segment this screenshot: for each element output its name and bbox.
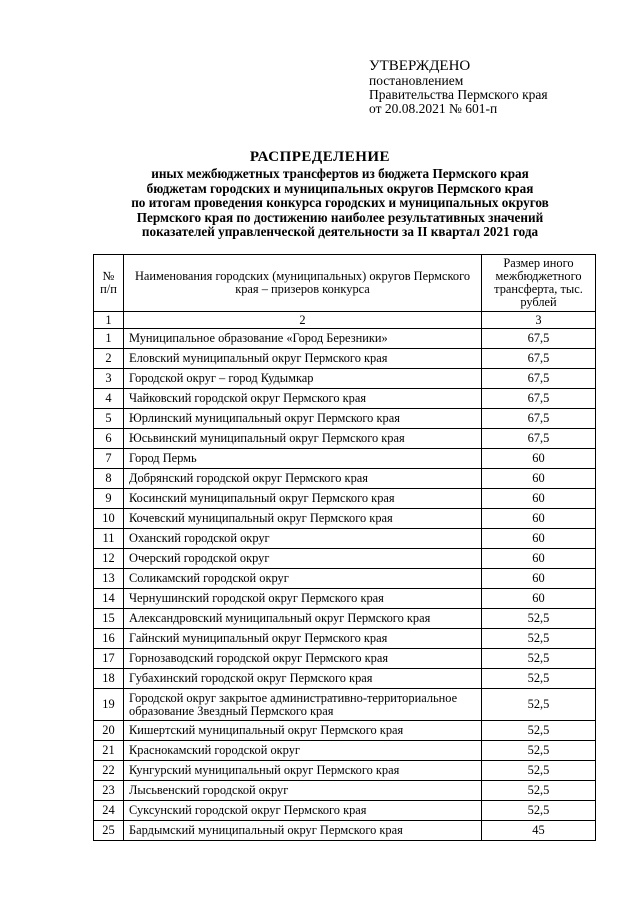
row-name: Добрянский городской округ Пермского края	[124, 469, 482, 489]
row-value: 60	[482, 549, 596, 569]
table-row	[94, 689, 596, 721]
row-name: Юрлинский муниципальный округ Пермского края	[124, 409, 482, 429]
row-value: 52,5	[482, 721, 596, 741]
row-value: 60	[482, 489, 596, 509]
row-value: 67,5	[482, 329, 596, 349]
row-number: 13	[94, 569, 124, 589]
approval-title: УТВЕРЖДЕНО	[369, 58, 471, 74]
table-row	[94, 741, 596, 761]
row-name: Соликамский городской округ	[124, 569, 482, 589]
subtitle-line: по итогам проведения конкурса городских и муниципальных округов	[131, 195, 549, 211]
row-name: Косинский муниципальный округ Пермского края	[124, 489, 482, 509]
approval-stamp	[369, 58, 548, 116]
row-number: 4	[94, 389, 124, 409]
row-number: 10	[94, 509, 124, 529]
row-name: Кишертский муниципальный округ Пермского края	[124, 721, 482, 741]
table-row	[94, 549, 596, 569]
table-row	[94, 329, 596, 349]
table-header-row	[94, 255, 596, 312]
table-row	[94, 761, 596, 781]
row-name: Город Пермь	[124, 449, 482, 469]
row-number: 6	[94, 429, 124, 449]
table-row	[94, 569, 596, 589]
table-row	[94, 529, 596, 549]
header-amount: Размер иного межбюджетного трансферта, тыс. рублей	[482, 255, 596, 312]
row-number: 3	[94, 369, 124, 389]
row-number: 17	[94, 649, 124, 669]
row-number: 12	[94, 549, 124, 569]
table-row	[94, 409, 596, 429]
column-number: 2	[124, 312, 482, 329]
header-name: Наименования городских (муниципальных) округов Пермского края – призеров конкурса	[124, 255, 482, 312]
table-row	[94, 821, 596, 841]
subtitle-line: показателей управленческой деятельности за II квартал 2021 года	[141, 224, 539, 240]
row-number: 11	[94, 529, 124, 549]
row-value: 52,5	[482, 801, 596, 821]
row-name: Краснокамский городской округ	[124, 741, 482, 761]
row-number: 23	[94, 781, 124, 801]
row-value: 45	[482, 821, 596, 841]
row-name: Кочевский муниципальный округ Пермского края	[124, 509, 482, 529]
row-value: 60	[482, 569, 596, 589]
table-row	[94, 449, 596, 469]
row-value: 67,5	[482, 369, 596, 389]
row-name: Еловский муниципальный округ Пермского края	[124, 349, 482, 369]
row-number: 8	[94, 469, 124, 489]
row-value: 52,5	[482, 629, 596, 649]
row-value: 67,5	[482, 389, 596, 409]
table-row	[94, 801, 596, 821]
row-name: Чайковский городской округ Пермского края	[124, 389, 482, 409]
column-number: 1	[94, 312, 124, 329]
row-value: 67,5	[482, 409, 596, 429]
table-row	[94, 509, 596, 529]
distribution-table	[93, 254, 596, 841]
row-name: Лысьвенский городской округ	[124, 781, 482, 801]
row-value: 52,5	[482, 609, 596, 629]
row-number: 15	[94, 609, 124, 629]
subtitle-line: Пермского края по достижению наиболее результативных значений	[136, 209, 544, 225]
row-name: Бардымский муниципальный округ Пермского края	[124, 821, 482, 841]
row-value: 52,5	[482, 669, 596, 689]
row-number: 20	[94, 721, 124, 741]
row-value: 60	[482, 589, 596, 609]
row-name: Суксунский городской округ Пермского края	[124, 801, 482, 821]
table-row	[94, 469, 596, 489]
row-value: 52,5	[482, 741, 596, 761]
row-name: Губахинский городской округ Пермского края	[124, 669, 482, 689]
row-name: Кунгурский муниципальный округ Пермского края	[124, 761, 482, 781]
row-value: 60	[482, 449, 596, 469]
row-number: 19	[94, 689, 124, 721]
table-row	[94, 781, 596, 801]
table-row	[94, 629, 596, 649]
row-value: 60	[482, 469, 596, 489]
table-row	[94, 429, 596, 449]
row-number: 14	[94, 589, 124, 609]
row-name: Гайнский муниципальный округ Пермского края	[124, 629, 482, 649]
approval-line: Правительства Пермского края	[369, 87, 548, 102]
row-number: 9	[94, 489, 124, 509]
row-number: 24	[94, 801, 124, 821]
table-row	[94, 649, 596, 669]
approval-line: постановлением	[369, 73, 464, 88]
document-title: РАСПРЕДЕЛЕНИЕ	[249, 149, 391, 165]
row-name: Муниципальное образование «Город Березники»	[124, 329, 482, 349]
row-value: 67,5	[482, 429, 596, 449]
subtitle-line: бюджетам городских и муниципальных округов Пермского края	[146, 180, 534, 196]
row-number: 16	[94, 629, 124, 649]
row-name: Горнозаводский городской округ Пермского края	[124, 649, 482, 669]
row-value: 52,5	[482, 781, 596, 801]
table-row	[94, 721, 596, 741]
row-name: Городской округ закрытое административно-территориальное образование Звездный Пермского края	[124, 689, 482, 721]
row-number: 1	[94, 329, 124, 349]
row-number: 22	[94, 761, 124, 781]
row-name: Оханский городской округ	[124, 529, 482, 549]
row-number: 25	[94, 821, 124, 841]
table-row	[94, 609, 596, 629]
row-number: 18	[94, 669, 124, 689]
subtitle-line: иных межбюджетных трансфертов из бюджета Пермского края	[151, 166, 529, 181]
table-row	[94, 349, 596, 369]
row-number: 5	[94, 409, 124, 429]
row-value: 60	[482, 509, 596, 529]
table-row	[94, 589, 596, 609]
row-name: Юсьвинский муниципальный округ Пермского края	[124, 429, 482, 449]
row-name: Очерский городской округ	[124, 549, 482, 569]
row-name: Чернушинский городской округ Пермского края	[124, 589, 482, 609]
row-number: 21	[94, 741, 124, 761]
document-subtitle	[80, 167, 600, 240]
row-number: 7	[94, 449, 124, 469]
row-value: 67,5	[482, 349, 596, 369]
header-num: № п/п	[94, 255, 124, 312]
row-value: 52,5	[482, 689, 596, 721]
row-value: 52,5	[482, 761, 596, 781]
column-number: 3	[482, 312, 596, 329]
table-row	[94, 489, 596, 509]
approval-line: от 20.08.2021 № 601-п	[369, 101, 498, 116]
row-number: 2	[94, 349, 124, 369]
table-row	[94, 669, 596, 689]
row-value: 60	[482, 529, 596, 549]
row-value: 52,5	[482, 649, 596, 669]
table-row	[94, 389, 596, 409]
column-number-row	[94, 312, 596, 329]
table-row	[94, 369, 596, 389]
row-name: Городской округ – город Кудымкар	[124, 369, 482, 389]
row-name: Александровский муниципальный округ Пермского края	[124, 609, 482, 629]
